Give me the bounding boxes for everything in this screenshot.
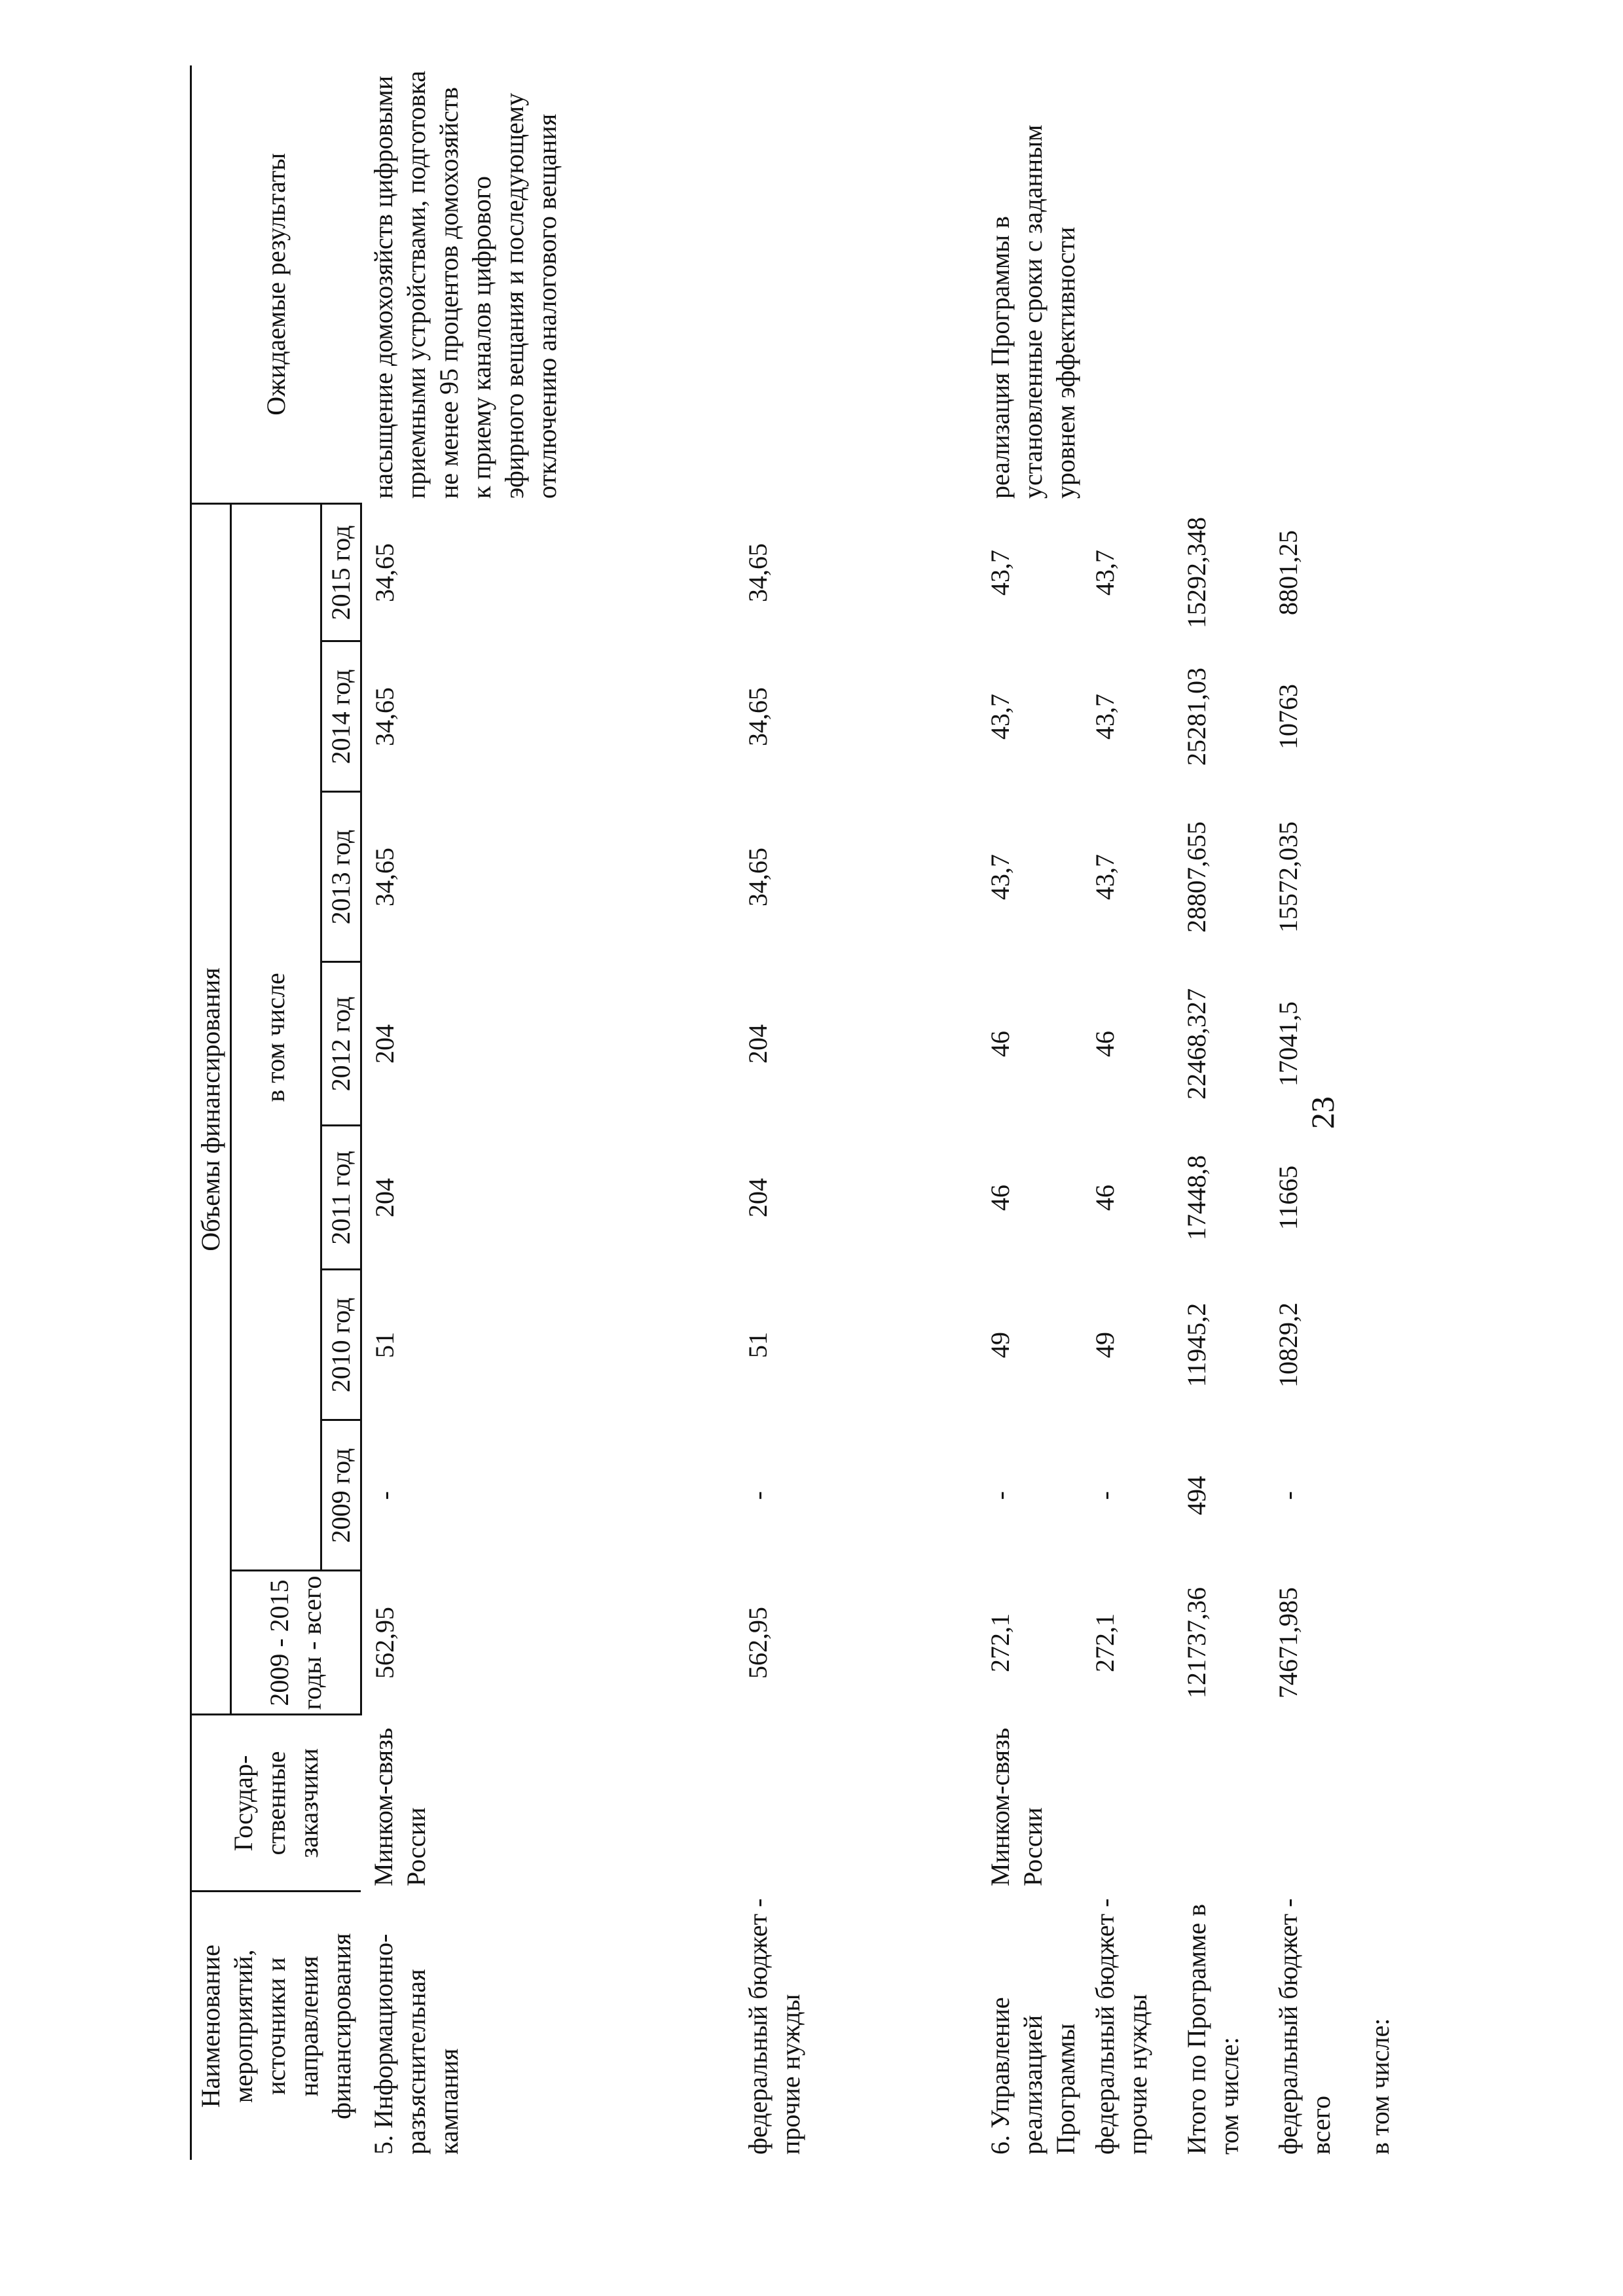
row-customer <box>1082 1715 1174 1892</box>
row-value <box>1357 641 1442 792</box>
row-total: 562,95 <box>742 1607 773 1679</box>
row-name: федеральный бюджет - всего <box>1273 1898 1336 2155</box>
header-customer: Государ-ственные заказчики <box>191 1715 361 1892</box>
row-result <box>1266 65 1357 504</box>
page-number: 23 <box>1304 1096 1341 1129</box>
row-name: в том числе: <box>1364 2018 1395 2155</box>
row-value: 49 <box>1089 1332 1120 1358</box>
row-value: 10763 <box>1273 684 1303 749</box>
row-value: 43,7 <box>985 550 1015 596</box>
row-result: реализация Программы в установленные сроки с заданным уровнем эффективности <box>985 124 1080 499</box>
row-result <box>1357 65 1442 504</box>
row-value: 51 <box>742 1332 773 1358</box>
financing-table <box>190 65 1442 2160</box>
row-customer <box>735 1715 977 1892</box>
row-total: 74671,985 <box>1273 1587 1303 1698</box>
row-value: 15292,348 <box>1181 517 1211 628</box>
row-name: 6. Управление реализацией Программы <box>985 1997 1080 2155</box>
row-value: 204 <box>369 1024 399 1064</box>
header-name: Наименование мероприятий, источники и направления финансирования <box>191 1892 361 2160</box>
row-value: 34,65 <box>742 848 773 906</box>
header-volumes: Объемы финансирования <box>191 504 231 1715</box>
row-name: федеральный бюджет - прочие нужды <box>742 1898 805 2155</box>
row-value: 11945,2 <box>1181 1302 1211 1388</box>
table-row <box>735 65 977 2160</box>
row-result: насыщение домохозяйств цифровыми приемными устройствами, подготовка не менее 95 процентов домохозяйств к приему каналов цифрового эфирного вещания и последующему отключению аналогового вещания <box>369 71 562 499</box>
row-total <box>1357 1571 1442 1715</box>
row-value <box>1357 504 1442 641</box>
row-total: 272,1 <box>985 1613 1015 1672</box>
row-value: 34,65 <box>742 543 773 602</box>
header-year: 2011 год <box>321 1126 361 1270</box>
row-result <box>735 65 977 504</box>
header-row-1 <box>191 65 231 2160</box>
row-value: 51 <box>369 1332 399 1358</box>
header-results: Ожидаемые результаты <box>191 65 361 504</box>
row-value: 34,65 <box>369 687 399 746</box>
row-result <box>1082 65 1174 504</box>
row-value: 204 <box>742 1024 773 1064</box>
row-value: - <box>1089 1491 1120 1500</box>
header-year: 2014 год <box>321 641 361 792</box>
row-value <box>1357 1270 1442 1420</box>
row-value: 46 <box>1089 1185 1120 1211</box>
header-year: 2015 год <box>321 504 361 641</box>
table-row <box>1357 65 1442 2160</box>
row-customer <box>1357 1715 1442 1892</box>
row-value: 43,7 <box>985 694 1015 740</box>
row-name: федеральный бюджет - прочие нужды <box>1089 1898 1152 2155</box>
row-result <box>1174 65 1266 504</box>
row-value: 10829,2 <box>1273 1302 1303 1388</box>
row-value: 17041,5 <box>1273 1001 1303 1086</box>
row-total: 562,95 <box>369 1607 399 1679</box>
row-value <box>1357 792 1442 962</box>
row-customer <box>1174 1715 1266 1892</box>
row-value: 43,7 <box>1089 550 1120 596</box>
row-value: - <box>1273 1491 1303 1500</box>
row-total: 272,1 <box>1089 1613 1120 1672</box>
row-value: 8801,25 <box>1273 530 1303 615</box>
row-value: 43,7 <box>1089 694 1120 740</box>
row-value: 17448,8 <box>1181 1155 1211 1240</box>
row-value: - <box>369 1491 399 1500</box>
header-year: 2013 год <box>321 792 361 962</box>
header-total: 2009 - 2015 годы - всего <box>231 1571 361 1715</box>
header-year: 2012 год <box>321 962 361 1126</box>
row-value: 34,65 <box>369 543 399 602</box>
row-value: 46 <box>985 1031 1015 1057</box>
header-including: в том числе <box>231 504 321 1571</box>
row-value: 11665 <box>1273 1165 1303 1230</box>
row-value: - <box>742 1491 773 1500</box>
row-value: 25281,03 <box>1181 668 1211 766</box>
row-value: 43,7 <box>985 854 1015 900</box>
row-name: 5. Информационно-разъяснительная кампания <box>369 1933 464 2155</box>
row-value: 22468,327 <box>1181 988 1211 1100</box>
row-value: 204 <box>369 1178 399 1217</box>
table-row <box>361 65 735 2160</box>
rotated-sheet <box>190 65 1578 2160</box>
table-row <box>1174 65 1266 2160</box>
row-value: 494 <box>1181 1476 1211 1515</box>
row-value: 43,7 <box>1089 854 1120 900</box>
row-customer <box>1266 1715 1357 1892</box>
row-name: Итого по Программе в том числе: <box>1181 1904 1244 2155</box>
header-year: 2009 год <box>321 1420 361 1571</box>
table-row <box>977 65 1082 2160</box>
row-value: - <box>985 1491 1015 1500</box>
row-value <box>1357 962 1442 1126</box>
row-value: 28807,655 <box>1181 821 1211 933</box>
financing-table-wrap <box>190 65 1442 2160</box>
row-customer: Минком-связь России <box>369 1727 431 1886</box>
row-value: 15572,035 <box>1273 821 1303 933</box>
row-value: 46 <box>1089 1031 1120 1057</box>
row-value: 49 <box>985 1332 1015 1358</box>
row-value: 34,65 <box>742 687 773 746</box>
row-total: 121737,36 <box>1181 1587 1211 1698</box>
table-row <box>1082 65 1174 2160</box>
header-year: 2010 год <box>321 1270 361 1420</box>
row-value <box>1357 1420 1442 1571</box>
row-value: 46 <box>985 1185 1015 1211</box>
row-value: 204 <box>742 1178 773 1217</box>
row-value <box>1357 1126 1442 1270</box>
row-value: 34,65 <box>369 848 399 906</box>
row-customer: Минком-связь России <box>985 1727 1048 1886</box>
